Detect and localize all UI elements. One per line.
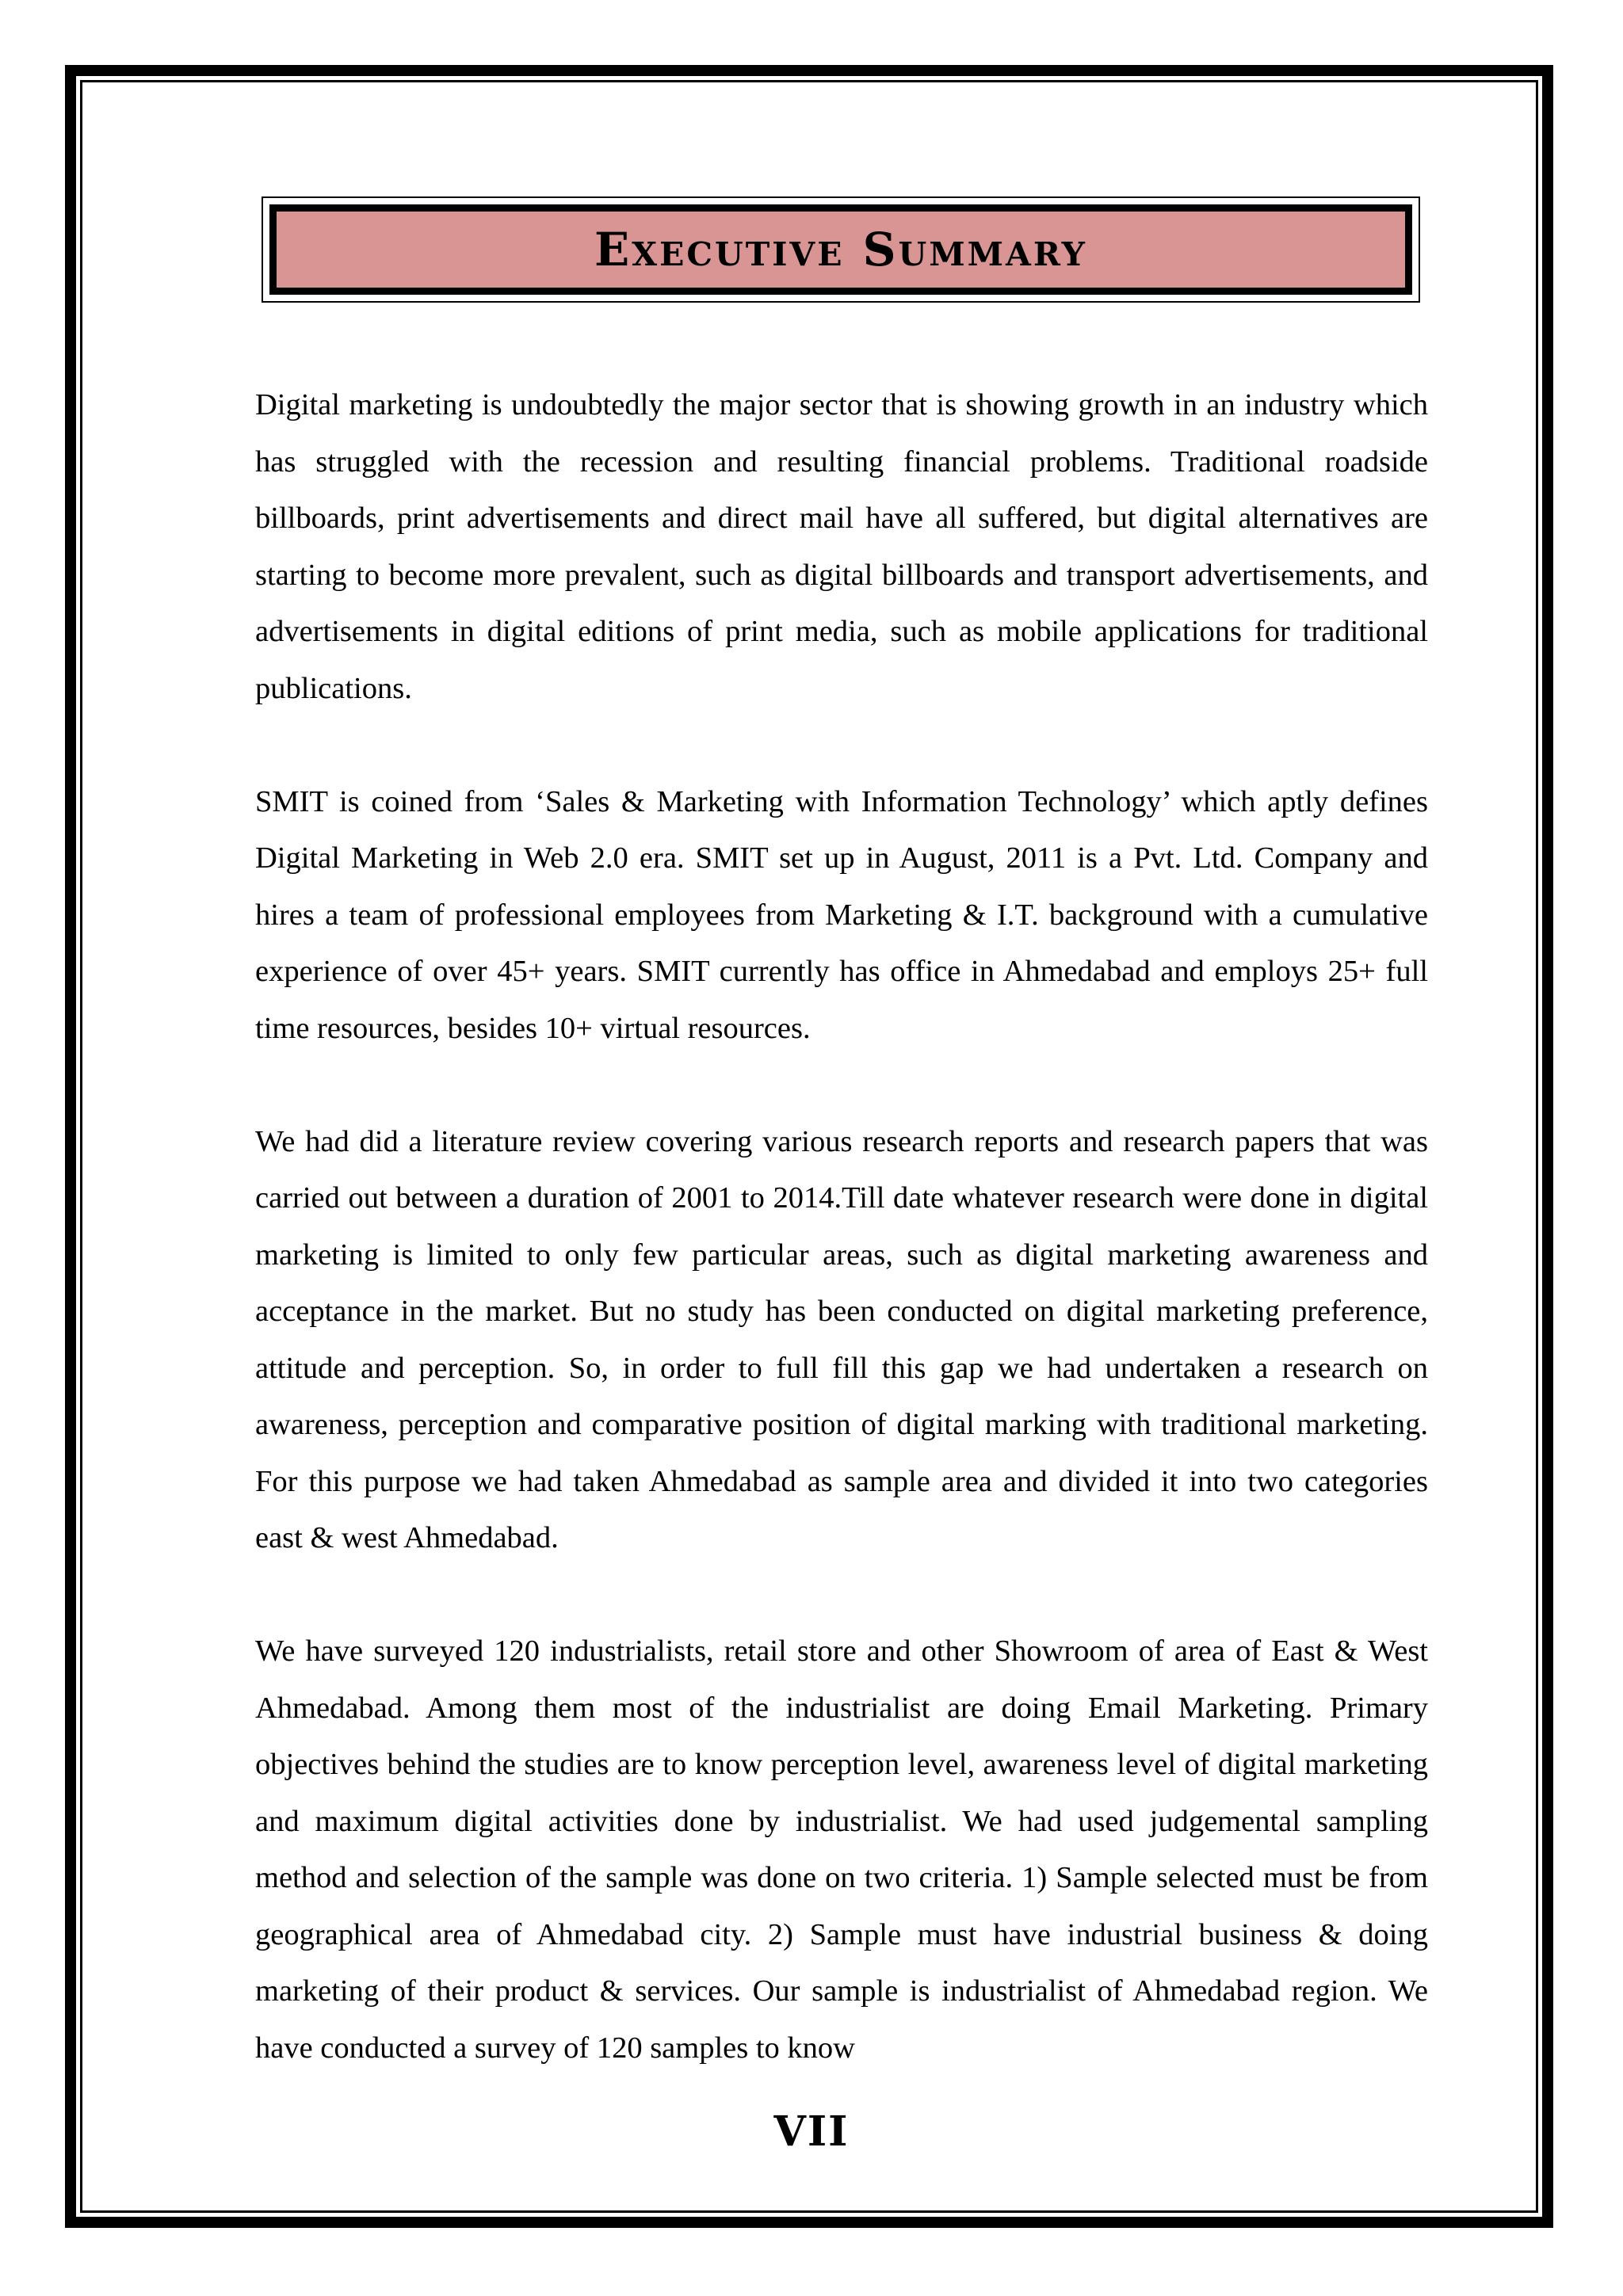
- title-box: [269, 204, 1412, 295]
- paragraph-1: Digital marketing is undoubtedly the major sector that is showing growth in an industry which has struggled with the recession and resulting financial problems. Traditional roadside billboards, print advertisements and direct mail have all suffered, but digital alternatives are starting to become more prevalent, such as digital billboards and transport advertisements, and advertisements in digital editions of print media, such as mobile applications for traditional publications.: [255, 388, 1428, 705]
- title-frame: [262, 196, 1420, 303]
- page-number: VII: [773, 2107, 850, 2156]
- paragraph-4: We have surveyed 120 industrialists, retail store and other Showroom of area of East & West Ahmedabad. Among them most of the industrialist are doing Email Marketing. Primary objectives behind the studies are to know perception level, awareness level of digital marketing and maximum digital activities done by industrialist. We had used judgemental sampling method and selection of the sample was done on two criteria. 1) Sample selected must be from geographical area of Ahmedabad city. 2) Sample must have industrial business & doing marketing of their product & services. Our sample is industrialist of Ahmedabad region. We have conducted a survey of 120 samples to know: [255, 1634, 1428, 2065]
- paragraph-3: We had did a literature review covering various research reports and research papers that was carried out between a duration of 2001 to 2014.Till date whatever research were done in digital marketing is limited to only few particular areas, such as digital marketing awareness and acceptance in the market. But no study has been conducted on digital marketing preference, attitude and perception. So, in order to full fill this gap we had undertaken a research on awareness, perception and comparative position of digital marking with traditional marketing. For this purpose we had taken Ahmedabad as sample area and divided it into two categories east & west Ahmedabad.: [255, 1124, 1428, 1554]
- page-title: Executive Summary: [594, 223, 1087, 277]
- paragraph-2: SMIT is coined from ‘Sales & Marketing with Information Technology’ which aptly defines Digital Marketing in Web 2.0 era. SMIT set up in August, 2011 is a Pvt. Ltd. Company and hires a team of professional employees from Marketing & I.T. background with a cumulative experience of over 45+ years. SMIT currently has office in Ahmedabad and employs 25+ full time resources, besides 10+ virtual resources.: [255, 784, 1428, 1045]
- body-content: [255, 377, 1428, 2077]
